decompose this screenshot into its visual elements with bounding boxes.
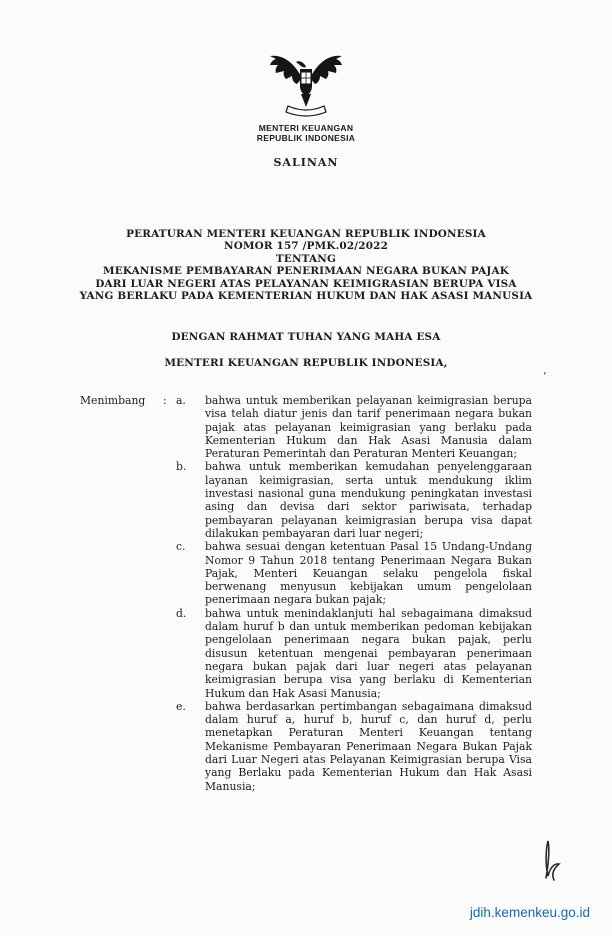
copy-stamp: SALINAN (273, 156, 339, 169)
consideration-item (176, 394, 532, 460)
item-text: bahwa untuk menindaklanjuti hal sebagaimana dimaksud dalam huruf b dan untuk memberikan pedoman kebijakan pengelolaan penerimaan negara bukan pajak, perlu disusun ketentuan mengenai pembayaran penerimaan negara bukan pajak dari luar negeri atas pelayanan keimigrasian berupa visa yang berlaku di Kementerian Hukum dan Hak Asasi Manusia; (205, 606, 532, 700)
invocation-line: DENGAN RAHMAT TUHAN YANG MAHA ESA (171, 331, 441, 343)
item-letter: e. (176, 699, 186, 713)
item-text: bahwa berdasarkan pertimbangan sebagaimana dimaksud dalam huruf a, huruf b, huruf c, dan huruf d, perlu menetapkan Peraturan Menteri Keuangan tentang Mekanisme Pembayaran Penerimaan Negara Bukan Pajak dari Luar Negeri atas Pelayanan Keimigrasian berupa Visa yang Berlaku pada Kementerian Hukum dan Hak Asasi Manusia; (205, 699, 532, 793)
handwritten-initial (537, 838, 565, 890)
title-line-2: NOMOR 157 /PMK.02/2022 (224, 240, 388, 253)
consideration-item (176, 700, 532, 793)
title-line-5: DARI LUAR NEGERI ATAS PELAYANAN KEIMIGRASIAN BERUPA VISA (95, 277, 517, 290)
item-letter: b. (176, 460, 187, 474)
republic-name: REPUBLIK INDONESIA (256, 133, 356, 143)
consideration-item (176, 540, 532, 606)
considerations-colon: : (163, 394, 167, 407)
title-line-3: TENTANG (275, 252, 337, 265)
garuda-icon (266, 44, 346, 118)
jdih-site-link[interactable]: jdih.kemenkeu.go.id (469, 905, 590, 920)
garuda-pancasila-emblem (0, 44, 612, 122)
scan-artifact-mark: ’ (543, 370, 547, 383)
item-letter: c. (176, 540, 186, 554)
consideration-item (176, 607, 532, 700)
considerations-section (80, 394, 532, 793)
item-text: bahwa untuk memberikan kemudahan penyelenggaraan layanan keimigrasian, serta untuk mendukung iklim investasi nasional guna mendukung peningkatan investasi asing dan devisa dari sektor pariwisata, terhadap pembayaran pelayanan keimigrasian berupa visa dapat dilakukan pembayaran dari luar negeri; (205, 460, 532, 540)
item-text: bahwa untuk memberikan pelayanan keimigrasian berupa visa telah diatur jenis dan tarif penerimaan negara bukan pajak atas pelayanan keimigrasian yang berlaku pada Kementerian Hukum dan Hak Asasi Manusia dalam Peraturan Pemerintah dan Peraturan Menteri Keuangan; (205, 394, 532, 461)
ministry-name: MENTERI KEUANGAN (258, 123, 354, 133)
regulation-title (56, 228, 556, 302)
title-line-4: MEKANISME PEMBAYARAN PENERIMAAN NEGARA BUKAN PAJAK (103, 265, 509, 278)
title-line-1: PERATURAN MENTERI KEUANGAN REPUBLIK INDONESIA (126, 228, 486, 240)
item-text: bahwa sesuai dengan ketentuan Pasal 15 Undang-Undang Nomor 9 Tahun 2018 tentang Penerimaan Negara Bukan Pajak, Menteri Keuangan selaku pengelola fiskal berwenang menyusun kebijakan umum pengelolaan penerimaan negara bukan pajak; (205, 540, 532, 607)
considerations-label: Menimbang (80, 394, 146, 407)
letterhead (0, 123, 612, 143)
item-letter: d. (176, 606, 187, 620)
consideration-item (176, 460, 532, 540)
considerations-list (176, 394, 532, 793)
paraf-icon (537, 838, 565, 886)
title-line-6: YANG BERLAKU PADA KEMENTERIAN HUKUM DAN HAK ASASI MANUSIA (79, 290, 533, 303)
issuer-line: MENTERI KEUANGAN REPUBLIK INDONESIA, (164, 357, 448, 369)
item-letter: a. (176, 394, 186, 407)
